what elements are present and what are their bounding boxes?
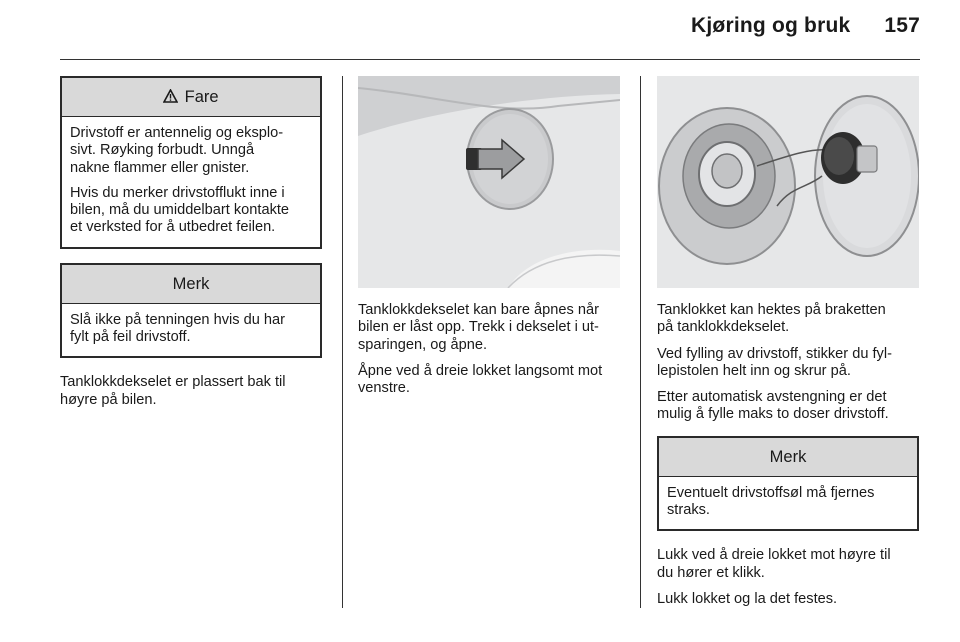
column-divider-2	[640, 76, 641, 608]
note-box-body	[659, 477, 917, 530]
danger-box-title: Fare	[184, 88, 219, 106]
note-box	[60, 263, 322, 359]
fuel-cap-illustration	[657, 76, 919, 288]
fuel-flap-illustration	[358, 76, 620, 288]
danger-paragraph: Drivstoff er antennelig og eksplo- sivt. Røyking forbudt. Unngå nakne flammer eller gnister.	[70, 125, 284, 176]
body-paragraph: Tanklokkdekselet er plassert bak til høyre på bilen.	[60, 374, 286, 408]
column-2	[358, 76, 620, 406]
danger-box-header	[62, 78, 320, 117]
danger-box-body	[62, 117, 320, 247]
body-paragraph: Åpne ved å dreie lokket langsomt mot venstre.	[358, 362, 603, 397]
warning-triangle-icon	[163, 89, 182, 106]
body-paragraph: Etter automatisk avstengning er det mulig å fylle maks to doser drivstoff.	[657, 389, 889, 423]
page-header	[691, 14, 920, 38]
body-paragraph: Tanklokket kan hektes på braketten på tanklokkdekselet.	[657, 302, 886, 336]
note-paragraph: Eventuelt drivstoffsøl må fjernes straks.	[667, 484, 875, 519]
note-box-header: Merk	[62, 265, 320, 304]
body-paragraph: Lukk ved å dreie lokket mot høyre til du hører et klikk.	[657, 547, 891, 581]
body-paragraph: Lukk lokket og la det festes.	[657, 590, 838, 607]
column-divider-1	[342, 76, 343, 608]
page-number: 157	[884, 14, 920, 37]
note-box-header: Merk	[659, 438, 917, 477]
body-paragraph: Ved fylling av drivstoff, stikker du fyl- lepistolen helt inn og skrur på.	[657, 345, 892, 379]
note-paragraph: Slå ikke på tenningen hvis du har fylt på feil drivstoff.	[70, 311, 285, 346]
page-title: Kjøring og bruk	[691, 14, 851, 37]
note-box	[657, 436, 919, 532]
column-1	[60, 76, 322, 418]
danger-box	[60, 76, 322, 249]
note-box-body	[62, 304, 320, 357]
column-3	[657, 76, 919, 617]
danger-paragraph: Hvis du merker drivstofflukt inne i bilen, må du umiddelbart kontakte et verksted for å utbedret feilen.	[70, 184, 290, 236]
header-divider	[60, 59, 920, 60]
body-paragraph: Tanklokkdekselet kan bare åpnes når bilen er låst opp. Trekk i dekselet i ut- sparingen, og åpne.	[358, 302, 599, 353]
